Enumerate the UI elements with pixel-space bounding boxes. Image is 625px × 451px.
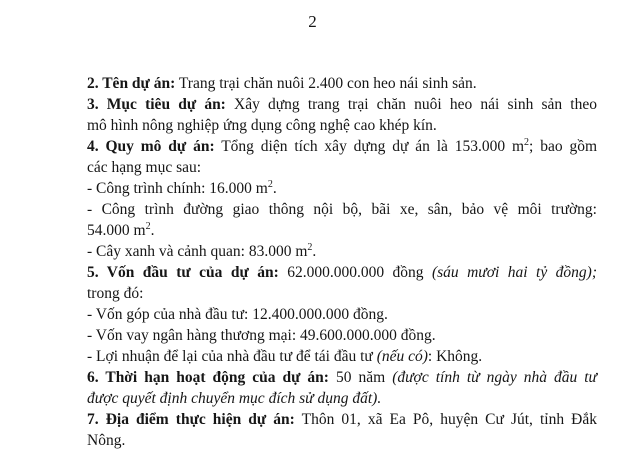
section-4-line-2 — [0, 157, 597, 178]
section-3-text-2: mô hình nông nghiệp ứng dụng công nghệ cao khép kín. — [87, 117, 437, 134]
section-7-line-2 — [0, 430, 597, 451]
section-4-item-2-text-2: 54.000 m — [87, 222, 146, 239]
section-4-item-1-end: . — [272, 180, 277, 197]
section-2-label: 2. Tên dự án: — [87, 75, 176, 92]
section-7-line-1 — [87, 409, 597, 430]
section-4-item-3 — [87, 241, 597, 262]
section-5-item-2-text: - Vốn vay ngân hàng thương mại: 49.600.000.000 đồng. — [87, 327, 436, 344]
section-6-text: 50 năm — [328, 369, 393, 386]
section-4-sup-1: 2 — [524, 137, 530, 148]
section-4-item-2-end: . — [150, 222, 155, 239]
section-5-line-2 — [0, 283, 597, 304]
section-5-text-2: trong đó: — [87, 285, 144, 302]
section-4-text-2: các hạng mục sau: — [87, 159, 202, 176]
section-5-item-3-text: - Lợi nhuận để lại của nhà đầu tư để tái đầu tư — [87, 348, 377, 365]
section-5-item-2 — [87, 325, 597, 346]
section-5-item-1 — [87, 304, 597, 325]
section-6-italic-2: được quyết định chuyển mục đích sử dụng đất). — [87, 390, 382, 407]
section-5-italic: (sáu mươi hai tỷ đồng); — [431, 264, 597, 281]
section-6-italic-1: (được tính từ ngày nhà đầu tư — [392, 369, 598, 386]
section-4-item-3-end: . — [312, 243, 317, 260]
section-5-item-1-text: - Vốn góp của nhà đầu tư: 12.400.000.000 đồng. — [87, 306, 388, 323]
section-4-text-1: Tổng diện tích xây dựng dự án là 153.000 m — [214, 138, 525, 155]
section-7-text-1: Thôn 01, xã Ea Pô, huyện Cư Jút, tỉnh Đắk — [294, 411, 597, 428]
section-5-line-1 — [87, 262, 597, 283]
section-4-item-2-line-1 — [87, 199, 597, 220]
section-4-item-1-sup: 2 — [267, 179, 273, 190]
section-3-text-1: Xây dựng trang trại chăn nuôi heo nái sinh sản theo — [225, 96, 597, 113]
section-7-label: 7. Địa điểm thực hiện dự án: — [87, 411, 295, 428]
section-4-item-3-sup: 2 — [307, 242, 313, 253]
section-4-text-1-end: ; bao gồm — [529, 138, 598, 155]
section-6-label: 6. Thời hạn hoạt động của dự án: — [87, 369, 329, 386]
section-2-line — [87, 73, 597, 94]
page-number: 2 — [308, 12, 317, 31]
section-4-item-2-sup: 2 — [145, 221, 151, 232]
section-5-item-3-italic: (nếu có) — [376, 348, 428, 365]
section-4-item-1 — [87, 178, 597, 199]
section-4-item-3-text: - Cây xanh và cảnh quan: 83.000 m — [87, 243, 308, 260]
section-5-label: 5. Vốn đầu tư của dự án: — [87, 264, 279, 281]
section-6-line-1 — [87, 367, 597, 388]
section-4-item-2-line-2 — [0, 220, 597, 241]
section-4-item-2-text-1: - Công trình đường giao thông nội bộ, bãi xe, sân, bảo vệ môi trường: — [87, 201, 597, 218]
section-5-text: 62.000.000.000 đồng — [278, 264, 432, 281]
section-3-line-1 — [87, 94, 597, 115]
document-body — [87, 73, 597, 451]
section-5-item-3 — [87, 346, 597, 367]
section-7-text-2: Nông. — [87, 432, 126, 449]
section-2-text: Trang trại chăn nuôi 2.400 con heo nái sinh sản. — [175, 75, 477, 92]
section-6-line-2 — [0, 388, 597, 409]
section-3-line-2 — [0, 115, 597, 136]
section-4-line-1 — [87, 136, 597, 157]
section-4-item-1-text: - Công trình chính: 16.000 m — [87, 180, 268, 197]
section-3-label: 3. Mục tiêu dự án: — [87, 96, 226, 113]
section-5-item-3-end: : Không. — [427, 348, 483, 365]
section-4-label: 4. Quy mô dự án: — [87, 138, 215, 155]
